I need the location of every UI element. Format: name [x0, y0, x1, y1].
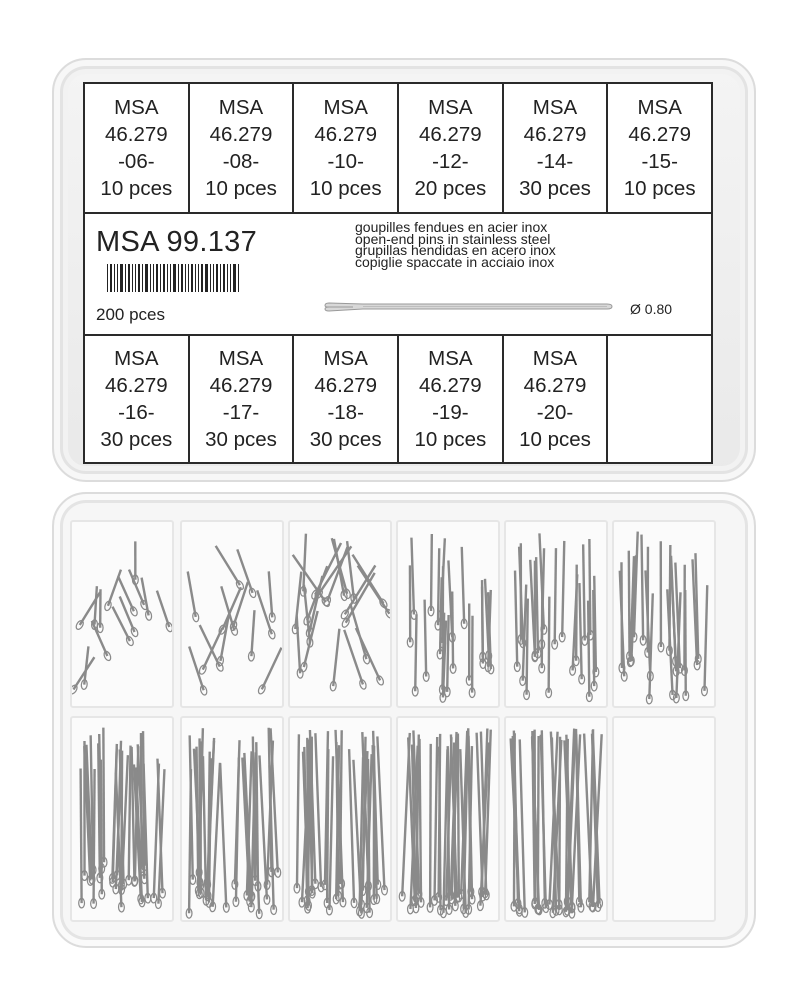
- size: -10-: [327, 150, 364, 173]
- qty: 30 pces: [309, 428, 382, 451]
- qty: 10 pces: [205, 177, 277, 200]
- total-quantity: 200 pces: [96, 305, 165, 324]
- brand: MSA: [532, 347, 578, 370]
- cotter-pins-icon: [506, 522, 606, 706]
- label-cell-15: [608, 84, 711, 212]
- ref: 46.279: [523, 123, 587, 146]
- compartment: [70, 716, 174, 922]
- label-top-row: [85, 84, 711, 214]
- qty: 10 pces: [414, 428, 487, 451]
- ref: 46.279: [419, 374, 482, 397]
- compartment: [180, 520, 284, 708]
- qty: 10 pces: [100, 177, 173, 200]
- compartment: [504, 520, 608, 708]
- label-cell-empty: [608, 336, 711, 462]
- qty: 30 pces: [205, 428, 277, 451]
- product-description: [355, 219, 556, 270]
- description-fr: goupilles fendues en acier inox: [355, 219, 548, 235]
- diameter-label: Ø 0.80: [630, 301, 673, 317]
- size: -17-: [222, 401, 260, 424]
- ref: 46.279: [314, 123, 378, 146]
- compartment: [612, 520, 716, 708]
- brand: MSA: [323, 96, 368, 119]
- qty: 10 pces: [623, 177, 696, 200]
- cotter-pins-icon: [182, 522, 282, 706]
- brand: MSA: [428, 347, 473, 370]
- description-it: copiglie spaccate in acciaio inox: [355, 253, 555, 270]
- product-code: MSA 99.137: [96, 226, 257, 258]
- size: -08-: [222, 150, 260, 173]
- label-cell-10: [294, 84, 399, 212]
- ref: 46.279: [419, 123, 482, 146]
- compartment: [288, 520, 392, 708]
- brand: MSA: [637, 96, 682, 119]
- barcode-icon: [107, 264, 259, 292]
- cotter-pins-icon: [290, 718, 390, 920]
- cotter-pin-icon: [323, 300, 613, 314]
- ref: 46.279: [209, 123, 273, 146]
- product-label: [83, 82, 713, 464]
- size: -06-: [118, 150, 155, 173]
- brand: MSA: [114, 96, 159, 119]
- cotter-pins-icon: [290, 522, 390, 706]
- label-cell-16: [85, 336, 190, 462]
- size: -16-: [118, 401, 155, 424]
- brand: MSA: [532, 96, 578, 119]
- label-bottom-row: [85, 334, 711, 462]
- cotter-pins-icon: [614, 522, 714, 706]
- compartment: [612, 716, 716, 922]
- ref: 46.279: [523, 374, 587, 397]
- compartment: [396, 520, 500, 708]
- description-es: grupillas hendidas en acero inox: [355, 242, 556, 258]
- brand: MSA: [428, 96, 473, 119]
- compartment: [504, 716, 608, 922]
- qty: 10 pces: [309, 177, 382, 200]
- description-en: open-end pins in stainless steel: [355, 230, 551, 247]
- size: -14-: [536, 150, 574, 173]
- label-cell-08: [190, 84, 295, 212]
- compartment: [70, 520, 174, 708]
- compartment: [396, 716, 500, 922]
- size: -18-: [327, 401, 364, 424]
- cotter-pins-icon: [72, 522, 172, 706]
- brand: MSA: [114, 347, 159, 370]
- label-cell-19: [399, 336, 504, 462]
- label-cell-20: [504, 336, 609, 462]
- size: -12-: [432, 150, 469, 173]
- cotter-pins-icon: [182, 718, 282, 920]
- label-cell-12: [399, 84, 504, 212]
- label-cell-14: [504, 84, 609, 212]
- size: -19-: [432, 401, 469, 424]
- size: -20-: [536, 401, 574, 424]
- brand: MSA: [218, 347, 264, 370]
- ref: 46.279: [628, 123, 692, 146]
- brand: MSA: [218, 96, 264, 119]
- qty: 20 pces: [414, 177, 487, 200]
- ref: 46.279: [209, 374, 273, 397]
- label-middle: [85, 212, 711, 335]
- cotter-pins-icon: [398, 522, 498, 706]
- size: -15-: [641, 150, 678, 173]
- brand: MSA: [323, 347, 368, 370]
- label-cell-18: [294, 336, 399, 462]
- cotter-pins-icon: [506, 718, 606, 920]
- compartment: [288, 716, 392, 922]
- cotter-pins-icon: [398, 718, 498, 920]
- label-cell-17: [190, 336, 295, 462]
- qty: 10 pces: [519, 428, 591, 451]
- label-cell-06: [85, 84, 190, 212]
- qty: 30 pces: [100, 428, 173, 451]
- ref: 46.279: [314, 374, 378, 397]
- ref: 46.279: [104, 374, 168, 397]
- qty: 30 pces: [519, 177, 591, 200]
- cotter-pins-icon: [72, 718, 172, 920]
- compartment: [180, 716, 284, 922]
- ref: 46.279: [104, 123, 168, 146]
